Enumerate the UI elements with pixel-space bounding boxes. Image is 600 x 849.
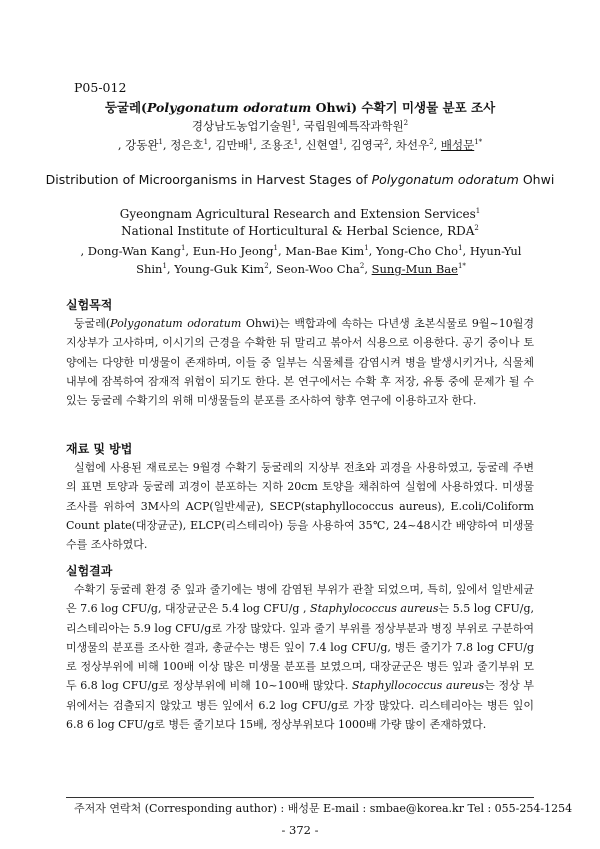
korean-affiliations: 경상남도농업기술원$^1$, 국립원예특작과학원$^2$: [191, 119, 409, 133]
author: , 정은호$^1$: [162, 138, 209, 152]
author: , Man-Bae Kim$^1$: [278, 244, 369, 258]
section-heading-methods: 재료 및 방법: [66, 442, 133, 456]
author: , 김만배$^1$: [208, 138, 254, 152]
author: , 조용조$^1$: [253, 138, 299, 152]
english-authors: , Dong-Wan Kang$^1$, Eun-Ho Jeong$^1$, Man-Bae Kim$^1$, Yong-Cho Cho$^1$, Hyun-Yul Shin$^1$, Young-Guk Kim$^2$, Seon-Woo Cha$^2$, Sung-Mun Bae$^{1*}$: [80, 244, 522, 276]
author: , Young-Guk Kim$^2$: [166, 262, 269, 276]
korean-title: 둥굴레(Polygonatum odoratum Ohwi) 수확기 미생물 분포 조사: [104, 100, 496, 115]
abstract-code: P05-012: [74, 80, 127, 95]
english-affiliation-2: National Institute of Horticultural & Herbal Science, RDA$^2$: [121, 224, 479, 238]
author: , 차선우$^2$: [388, 138, 434, 152]
corresponding-author: Sung-Mun Bae: [371, 262, 458, 276]
methods-paragraph: 실험에 사용된 재료로는 9월경 수확기 둥굴레의 지상부 전초와 괴경을 사용하였고, 둥굴레 주변의 표면 토양과 둥굴레 괴경이 분포하는 지하 20cm 토양을 채취하여 실험에 사용하였다. 미생물 조사를 위하여 3M사의 ACP(일반세균), SECP(staphyllococcus aureus), E.coli/Coliform Count plate(대장균군), ELCP(리스테리아) 등을 사용하여 35℃, 24~48시간 배양하여 미생물수를 조사하였다.: [66, 461, 534, 552]
author: , 강동완$^1$: [117, 138, 163, 152]
english-affiliation-1: Gyeongnam Agricultural Research and Extension Services$^1$: [119, 207, 481, 221]
page-number: - 372 -: [281, 823, 319, 837]
results-paragraph: 수확기 둥굴레 환경 중 잎과 줄기에는 병에 감염된 부위가 관찰 되었으며, 특히, 잎에서 일반세균은 7.6 log CFU/g, 대장균군은 5.4 log CFU/g , Staphylococcus aureus는 5.5 log CFU/g, 리스테리아는 5.9 log CFU/g로 가장 많았다. 잎과 줄기 부위를 정상부분과 병징 부위로 구분하여 미생물의 분포를 조사한 결과, 총균수는 병든 잎이 7.4 log CFU/g, 병든 줄기가 7.8 log CFU/g로 정상부위에 비해 100배 이상 많은 미생물 분포를 보였으며, 대장균군은 병든 잎과 줄기부위 모두 6.8 log CFU/g로 정상부위에 비해 10~100배 많았다. Staphyllococcus aureus는 정상 부위에서는 검출되지 않았고 병든 잎에서 6.2 log CFU/g로 가장 많았다. 리스테리아는 병든 잎이 6.8 6 log CFU/g로 병든 줄기보다 15배, 정상부위보다 1000배 가량 많이 존재하였다.: [66, 583, 535, 732]
footnote-divider: [66, 797, 534, 798]
author: , Seon-Woo Cha$^2$: [268, 262, 365, 276]
purpose-paragraph: 둥굴레(Polygonatum odoratum Ohwi)는 백합과에 속하는 다년생 초본식물로 9월~10월경 지상부가 고사하며, 이시기의 근경을 수확한 뒤 말리고 볶아서 식용으로 이용한다. 공기 중이나 토양에는 다양한 미생물이 존재하며, 이들 중 일부는 식물체를 감염시켜 병을 발생시키거나, 식물체 내부에 잠복하여 잠재적 위험이 되기도 한다. 본 연구에서는 수확 후 저장, 유통 중에 문제가 될 수 있는 둥굴레 수확기의 위해 미생물들의 분포를 조사하여 향후 연구에 이용하고자 한다.: [66, 317, 534, 408]
author: , Dong-Wan Kang$^1$: [80, 244, 186, 258]
section-heading-results: 실험결과: [66, 564, 113, 578]
author: , Yong-Cho Cho$^1$: [368, 244, 463, 258]
english-title: Distribution of Microorganisms in Harvest Stages of Polygonatum odoratum Ohwi: [45, 172, 555, 187]
author: , Eun-Ho Jeong$^1$: [185, 244, 278, 258]
section-heading-purpose: 실험목적: [66, 298, 113, 312]
korean-authors: , 강동완$^1$, 정은호$^1$, 김만배$^1$, 조용조$^1$, 신현열$^1$, 김영국$^2$, 차선우$^2$, 배성문$^{1*}$: [117, 138, 483, 152]
author: , Hyun-Yul Shin$^1$: [136, 244, 522, 276]
author: , 김영국$^2$: [343, 138, 389, 152]
author: , 신현열$^1$: [298, 138, 344, 152]
corresponding-contact: 주저자 연락처 (Corresponding author) : 배성문 E-mail : smbae@korea.kr Tel : 055-254-1254: [74, 802, 573, 815]
corresponding-author: 배성문: [440, 138, 475, 152]
